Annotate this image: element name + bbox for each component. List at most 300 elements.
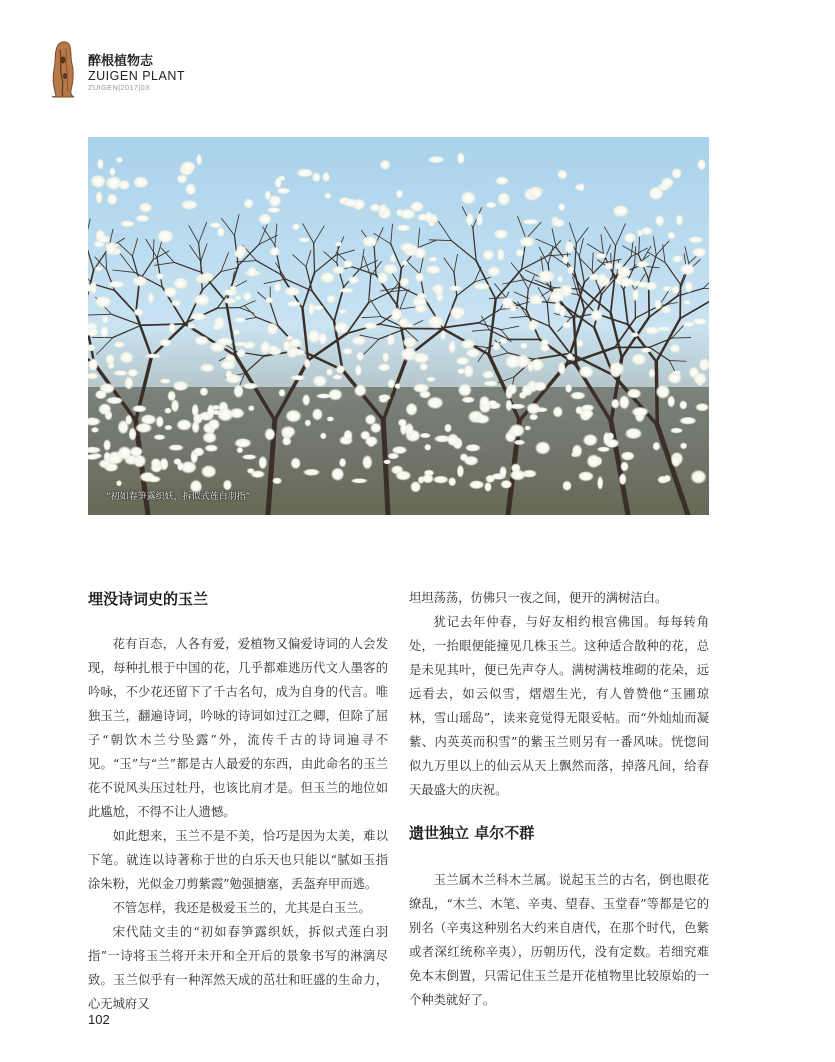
magnolia-blossom [654, 299, 662, 310]
paragraph: 犹记去年仲春，与好友相约根宫佛国。每每转角处，一抬眼便能撞见几株玉兰。这种适合散种的花，总是未见其叶，便已先声夺人。满树满枝堆砌的花朵，远远看去，如云似雪，熠熠生光，有人曾赞他“玉圃琼林，雪山瑶岛”，读来竟觉得无限妥帖。而“外灿灿而凝紫、内英英而积雪”的紫玉兰则另有一番风味。恍惚间似九万里以上的仙云从天上飘然而落，掉落凡间，给春天最盛大的庆祝。 [409, 615, 709, 797]
magnolia-blossom [202, 432, 217, 444]
magnolia-blossom [132, 457, 140, 463]
magnolia-blossom [148, 292, 155, 304]
magnolia-blossom [167, 390, 176, 401]
magnolia-blossom [457, 368, 466, 375]
magnolia-blossom [509, 469, 526, 481]
magnolia-blossom [505, 399, 512, 412]
magnolia-blossom [193, 447, 205, 457]
magnolia-blossom [402, 337, 417, 348]
magnolia-blossom [590, 309, 603, 322]
magnolia-blossom [331, 467, 345, 481]
magnolia-blossom [540, 344, 550, 352]
magnolia-blossom [235, 245, 245, 260]
magnolia-blossom [604, 262, 613, 270]
magnolia-blossom [595, 253, 608, 259]
magnolia-blossom [208, 419, 221, 431]
magnolia-blossom [157, 229, 174, 244]
magnolia-blossom [233, 329, 240, 336]
magnolia-blossom [275, 177, 282, 189]
magnolia-blossom [597, 476, 603, 491]
magnolia-blossom [631, 407, 649, 417]
magnolia-blossom [265, 297, 274, 304]
magnolia-blossom [672, 370, 682, 375]
magnolia-blossom [433, 476, 449, 484]
magnolia-blossom [693, 372, 707, 385]
magnolia-blossom [351, 478, 369, 483]
magnolia-blossom [103, 439, 111, 451]
magnolia-blossom [682, 322, 695, 328]
magnolia-blossom [223, 289, 239, 297]
magnolia-blossom [529, 186, 543, 199]
magnolia-blossom [583, 434, 599, 447]
magnolia-blossom [312, 172, 321, 183]
magnolia-blossom [565, 384, 572, 393]
magnolia-blossom [269, 247, 280, 257]
magnolia-blossom [132, 276, 148, 287]
magnolia-blossom [132, 405, 147, 413]
magnolia-blossom [113, 342, 126, 348]
magnolia-blossom [515, 249, 524, 257]
magnolia-blossom [248, 266, 257, 277]
magnolia-blossom [660, 306, 671, 314]
magnolia-blossom [133, 176, 149, 189]
magnolia-blossom [557, 169, 568, 179]
magnolia-blossom [194, 336, 209, 346]
magnolia-blossom [284, 286, 301, 296]
magnolia-blossom [469, 480, 485, 489]
magnolia-blossom [201, 272, 215, 282]
magnolia-blossom [343, 260, 354, 269]
magnolia-blossom [396, 189, 404, 198]
magnolia-blossom [339, 458, 347, 468]
magnolia-blossom [100, 326, 109, 338]
magnolia-blossom [118, 180, 130, 191]
magnolia-blossom [671, 168, 682, 179]
magnolia-blossom [572, 444, 583, 458]
magnolia-blossom [479, 395, 490, 408]
magnolia-blossom [117, 446, 132, 460]
magnolia-blossom [379, 397, 389, 403]
magnolia-blossom [447, 433, 460, 446]
magnolia-blossom [266, 322, 278, 335]
magnolia-blossom [171, 300, 182, 307]
magnolia-blossom [505, 386, 513, 400]
magnolia-blossom [216, 337, 234, 346]
magnolia-blossom [190, 312, 206, 321]
magnolia-blossom [434, 283, 444, 297]
magnolia-blossom [670, 428, 683, 434]
magnolia-blossom [185, 183, 197, 196]
magnolia-blossom [648, 186, 664, 201]
magnolia-blossom [680, 442, 688, 449]
magnolia-blossom [324, 192, 332, 199]
magnolia-blossom [201, 465, 217, 478]
magnolia-blossom [558, 203, 566, 211]
magnolia-blossom [500, 480, 512, 489]
magnolia-blossom [176, 419, 192, 431]
magnolia-blossom [335, 242, 343, 247]
magnolia-blossom [348, 276, 360, 284]
magnolia-blossom [117, 420, 129, 435]
magnolia-blossom [497, 192, 511, 207]
magnolia-blossom [318, 332, 327, 345]
magnolia-blossom [365, 414, 377, 425]
magnolia-blossom [662, 286, 673, 292]
magnolia-blossom [285, 409, 302, 422]
magnolia-blossom [320, 432, 327, 439]
magnolia-blossom [98, 235, 110, 243]
magnolia-blossom [342, 348, 353, 356]
magnolia-blossom [173, 458, 182, 465]
magnolia-blossom [326, 294, 336, 303]
magnolia-blossom [691, 247, 707, 257]
magnolia-blossom [332, 374, 343, 380]
magnolia-blossom [243, 292, 252, 302]
magnolia-blossom [429, 221, 435, 227]
magnolia-blossom [390, 254, 396, 263]
magnolia-blossom [243, 198, 253, 209]
magnolia-blossom [528, 294, 544, 306]
magnolia-blossom [266, 207, 281, 213]
magnolia-blossom [103, 451, 110, 462]
magnolia-blossom [493, 229, 509, 240]
magnolia-blossom [236, 348, 246, 358]
magnolia-blossom [493, 342, 501, 351]
magnolia-photo [88, 137, 709, 515]
magnolia-blossom [382, 352, 389, 363]
paragraph: 宋代陆文圭的“初如春笋露织妖，拆似式莲白羽指”一诗将玉兰将开未开和全开后的景象书写的淋漓尽致。玉兰似乎有一种浑然天成的茁壮和旺盛的生命力，心无城府又 [88, 925, 388, 1011]
magnolia-blossom [258, 456, 267, 470]
magnolia-blossom [525, 425, 532, 430]
magnolia-blossom [558, 362, 566, 376]
magnolia-blossom [88, 358, 98, 372]
magnolia-blossom [424, 444, 431, 451]
magnolia-blossom [217, 226, 225, 237]
magnolia-blossom [370, 203, 381, 212]
magnolia-blossom [396, 225, 411, 232]
right-column [409, 586, 709, 1012]
magnolia-blossom [362, 236, 378, 248]
magnolia-blossom [387, 453, 399, 460]
magnolia-blossom [296, 168, 314, 177]
magnolia-blossom [419, 362, 428, 371]
magnolia-blossom [509, 304, 517, 312]
magnolia-blossom [272, 477, 282, 484]
magnolia-blossom [461, 396, 475, 403]
tree-branch [672, 338, 691, 339]
magnolia-blossom [652, 442, 660, 451]
magnolia-blossom [290, 375, 306, 381]
photo-caption: “初如春笋露织妖，拆似式莲白羽指” [106, 492, 251, 502]
magnolia-blossom [428, 156, 445, 164]
magnolia-blossom [697, 159, 706, 171]
magnolia-blossom [303, 469, 321, 476]
magnolia-blossom [97, 158, 104, 170]
magnolia-blossom [631, 332, 639, 337]
magnolia-blossom [413, 383, 431, 393]
magnolia-blossom [336, 365, 346, 374]
magnolia-blossom [667, 395, 675, 408]
magnolia-blossom [597, 447, 611, 453]
magnolia-blossom [476, 212, 483, 227]
magnolia-blossom [298, 237, 311, 242]
magnolia-blossom [482, 370, 495, 379]
magnolia-blossom [440, 330, 446, 341]
magnolia-blossom [351, 336, 367, 346]
magnolia-blossom [641, 227, 654, 236]
magnolia-blossom [655, 384, 670, 399]
magnolia-blossom [578, 365, 594, 378]
magnolia-blossom [482, 249, 495, 261]
magnolia-blossom [676, 214, 684, 226]
magnolia-blossom [107, 193, 118, 206]
magnolia-tree-image [88, 137, 709, 515]
paragraph: 玉兰属木兰科木兰属。说起玉兰的古名，倒也眼花缭乱，“木兰、木笔、辛夷、望春、玉堂春”等都是它的别名（辛夷这种别名大约来自唐代，在那个时代，色紫或者深红统称辛夷），历朝历代，没有定数。若细究难免本末倒置，只需记住玉兰是开花植物里比较原始的一个种类就好了。 [409, 873, 709, 1007]
magnolia-blossom [164, 408, 172, 414]
magnolia-blossom [91, 427, 99, 433]
magnolia-blossom [160, 378, 171, 384]
magnolia-blossom [196, 154, 202, 166]
magnolia-blossom [387, 379, 395, 389]
magnolia-blossom [535, 441, 551, 455]
magnolia-blossom [394, 383, 400, 389]
magnolia-blossom [213, 324, 221, 330]
magnolia-blossom [679, 263, 695, 276]
magnolia-blossom [522, 219, 540, 225]
magnolia-blossom [513, 440, 525, 446]
magnolia-blossom [260, 340, 271, 355]
magnolia-blossom [326, 368, 333, 376]
magnolia-blossom [457, 464, 464, 478]
magnolia-blossom [410, 481, 421, 493]
magnolia-blossom [635, 282, 650, 289]
magnolia-blossom [667, 231, 675, 239]
magnolia-blossom [119, 220, 135, 227]
magnolia-blossom [220, 360, 237, 371]
magnolia-blossom [495, 176, 510, 185]
magnolia-blossom [448, 340, 456, 354]
magnolia-blossom [328, 388, 343, 400]
magnolia-blossom [379, 160, 390, 171]
magnolia-blossom [562, 480, 572, 491]
magnolia-blossom [156, 273, 164, 280]
magnolia-blossom [363, 322, 378, 330]
magazine-title-en: ZUIGEN PLANT [88, 69, 185, 83]
magnolia-blossom [426, 377, 436, 382]
magnolia-blossom [688, 236, 704, 244]
magnolia-blossom [193, 293, 210, 306]
magnolia-blossom [405, 403, 417, 417]
magnolia-blossom [312, 408, 323, 421]
magnolia-blossom [163, 286, 178, 298]
magnolia-blossom [192, 421, 200, 434]
magnolia-blossom [426, 396, 443, 409]
magnolia-blossom [623, 232, 636, 243]
paragraph: 花有百态，人各有爱，爱植物又偏爱诗词的人会发现，每种扎根于中国的花，几乎都难逃历代文人墨客的吟咏，不少花还留下了千古名句，成为自身的代言。唯独玉兰，翻遍诗词，吟咏的诗词如过江之卿，但除了屈子“朝饮木兰兮坠露”外，流传千古的诗词遍寻不见。“玉”与“兰”都是古人最爱的东西，由此命名的玉兰花不说风头压过牡丹，也该比肩才是。但玉兰的地位如此尴尬，不得不让人遗憾。 [88, 637, 388, 819]
magnolia-blossom [250, 470, 265, 478]
magnolia-blossom [168, 322, 176, 333]
magnolia-blossom [475, 414, 490, 424]
magnolia-blossom [258, 213, 272, 225]
magnolia-blossom [626, 388, 641, 398]
magnolia-blossom [609, 361, 625, 376]
magnolia-blossom [529, 414, 538, 421]
magnolia-blossom [248, 405, 255, 411]
magnolia-blossom [465, 444, 481, 452]
magnolia-blossom [172, 381, 189, 392]
magnolia-blossom [199, 387, 208, 396]
magnolia-blossom [217, 407, 234, 421]
magnolia-blossom [463, 456, 479, 466]
magnolia-blossom [576, 339, 583, 348]
magnolia-blossom [290, 457, 301, 469]
magnolia-blossom [538, 269, 556, 283]
magnolia-blossom [105, 354, 115, 365]
magnolia-blossom [356, 351, 364, 361]
magnolia-blossom [461, 191, 477, 205]
magnolia-blossom [625, 428, 643, 440]
magnolia-blossom [578, 471, 594, 482]
magnolia-blossom [567, 266, 574, 275]
magnolia-blossom [424, 470, 435, 477]
magnolia-blossom [144, 353, 161, 358]
magnolia-blossom [553, 406, 564, 418]
magnolia-blossom [683, 300, 691, 305]
magnolia-blossom [354, 384, 367, 397]
magnolia-blossom [410, 201, 425, 213]
magnolia-blossom [611, 398, 620, 409]
magnolia-blossom [278, 389, 285, 397]
magnolia-blossom [562, 255, 569, 264]
magnolia-blossom [640, 347, 652, 353]
magnolia-blossom [453, 313, 463, 320]
magnolia-blossom [283, 340, 292, 352]
paragraph-continued: 坦坦荡荡，仿佛只一夜之间，便开的满树洁白。 [409, 591, 668, 605]
magnolia-blossom [528, 320, 537, 332]
magnolia-blossom [339, 309, 347, 314]
paragraph: 如此想来，玉兰不是不美，恰巧是因为太美，难以下笔。就连以诗著称于世的白乐天也只能以“腻如玉指涂朱粉，光似金刀剪紫霞”勉强搪塞，丢盔弃甲而逃。 [88, 829, 388, 891]
magnolia-blossom [635, 261, 649, 268]
magnolia-blossom [412, 352, 430, 364]
issue-number: ZUIGEN|2017|03 [88, 83, 150, 92]
magnolia-blossom [656, 326, 671, 331]
magnolia-blossom [398, 317, 410, 328]
magnolia-blossom [124, 376, 133, 390]
magnolia-blossom [695, 403, 709, 412]
magnolia-blossom [485, 202, 497, 209]
magnolia-blossom [90, 174, 106, 188]
magnolia-blossom [617, 266, 632, 279]
magnolia-blossom [425, 265, 441, 275]
magnolia-blossom [264, 428, 275, 441]
magnolia-blossom [109, 167, 116, 176]
magnolia-blossom [180, 161, 196, 172]
magnolia-blossom [135, 215, 150, 223]
magazine-title-cn: 醉根植物志 [88, 54, 154, 69]
magnolia-blossom [187, 324, 196, 330]
magnolia-blossom [139, 202, 153, 213]
magnolia-blossom [551, 218, 565, 227]
magnolia-blossom [579, 408, 594, 419]
magnolia-blossom [395, 470, 412, 480]
root-sculpture-logo [48, 40, 78, 98]
magnolia-blossom [133, 308, 143, 316]
magnolia-blossom [497, 248, 505, 262]
magnolia-blossom [312, 375, 327, 388]
magnolia-blossom [444, 423, 452, 432]
magnolia-blossom [499, 338, 508, 345]
magnolia-blossom [619, 395, 630, 410]
magnolia-blossom [96, 190, 103, 204]
magnolia-blossom [631, 353, 647, 366]
magnolia-blossom [146, 476, 161, 483]
magnolia-blossom [648, 368, 655, 378]
magnolia-blossom [225, 370, 233, 381]
magnolia-blossom [615, 277, 622, 284]
magnolia-blossom [526, 403, 541, 415]
magnolia-blossom [355, 364, 362, 376]
magnolia-blossom [509, 424, 525, 438]
magnolia-blossom [566, 353, 574, 361]
magnolia-blossom [164, 425, 173, 431]
magnolia-blossom [98, 403, 112, 415]
section-heading-1: 埋没诗词史的玉兰 [88, 590, 209, 608]
magnolia-blossom [669, 343, 680, 353]
magnolia-blossom [102, 315, 109, 324]
magnolia-blossom [660, 177, 674, 189]
magnolia-blossom [672, 255, 683, 263]
magnolia-blossom [105, 242, 117, 256]
magnolia-blossom [274, 282, 282, 293]
magnolia-blossom [343, 198, 358, 207]
magnolia-blossom [116, 480, 122, 486]
magnolia-blossom [159, 338, 172, 346]
magnolia-blossom [156, 416, 164, 428]
magnolia-blossom [302, 394, 310, 406]
magnolia-blossom [679, 400, 687, 410]
magnolia-blossom [414, 304, 428, 314]
magnolia-blossom [200, 363, 216, 372]
magnolia-blossom [548, 290, 565, 303]
page-number: 102 [88, 1012, 110, 1027]
magnolia-blossom [399, 242, 415, 252]
magnolia-blossom [140, 414, 157, 425]
magnolia-blossom [286, 301, 302, 307]
magnolia-blossom [690, 470, 707, 485]
magnolia-blossom [292, 223, 300, 231]
magnolia-blossom [586, 454, 600, 469]
magnolia-blossom [612, 205, 629, 218]
magnolia-blossom [685, 280, 693, 293]
magnolia-blossom [338, 288, 354, 293]
magnolia-blossom [235, 295, 242, 300]
magnolia-blossom [242, 383, 259, 390]
magnolia-blossom [484, 482, 492, 492]
magnolia-blossom [233, 342, 248, 347]
magnolia-blossom [127, 369, 139, 377]
magnolia-blossom [312, 305, 324, 311]
magnolia-blossom [473, 283, 491, 291]
magnolia-blossom [578, 183, 584, 192]
magnolia-blossom [304, 419, 311, 426]
magnolia-blossom [106, 397, 124, 405]
magnolia-blossom [326, 416, 334, 421]
magnolia-blossom [562, 322, 573, 329]
magnolia-blossom [679, 417, 697, 425]
magnolia-blossom [428, 257, 438, 262]
magnolia-blossom [456, 357, 470, 366]
